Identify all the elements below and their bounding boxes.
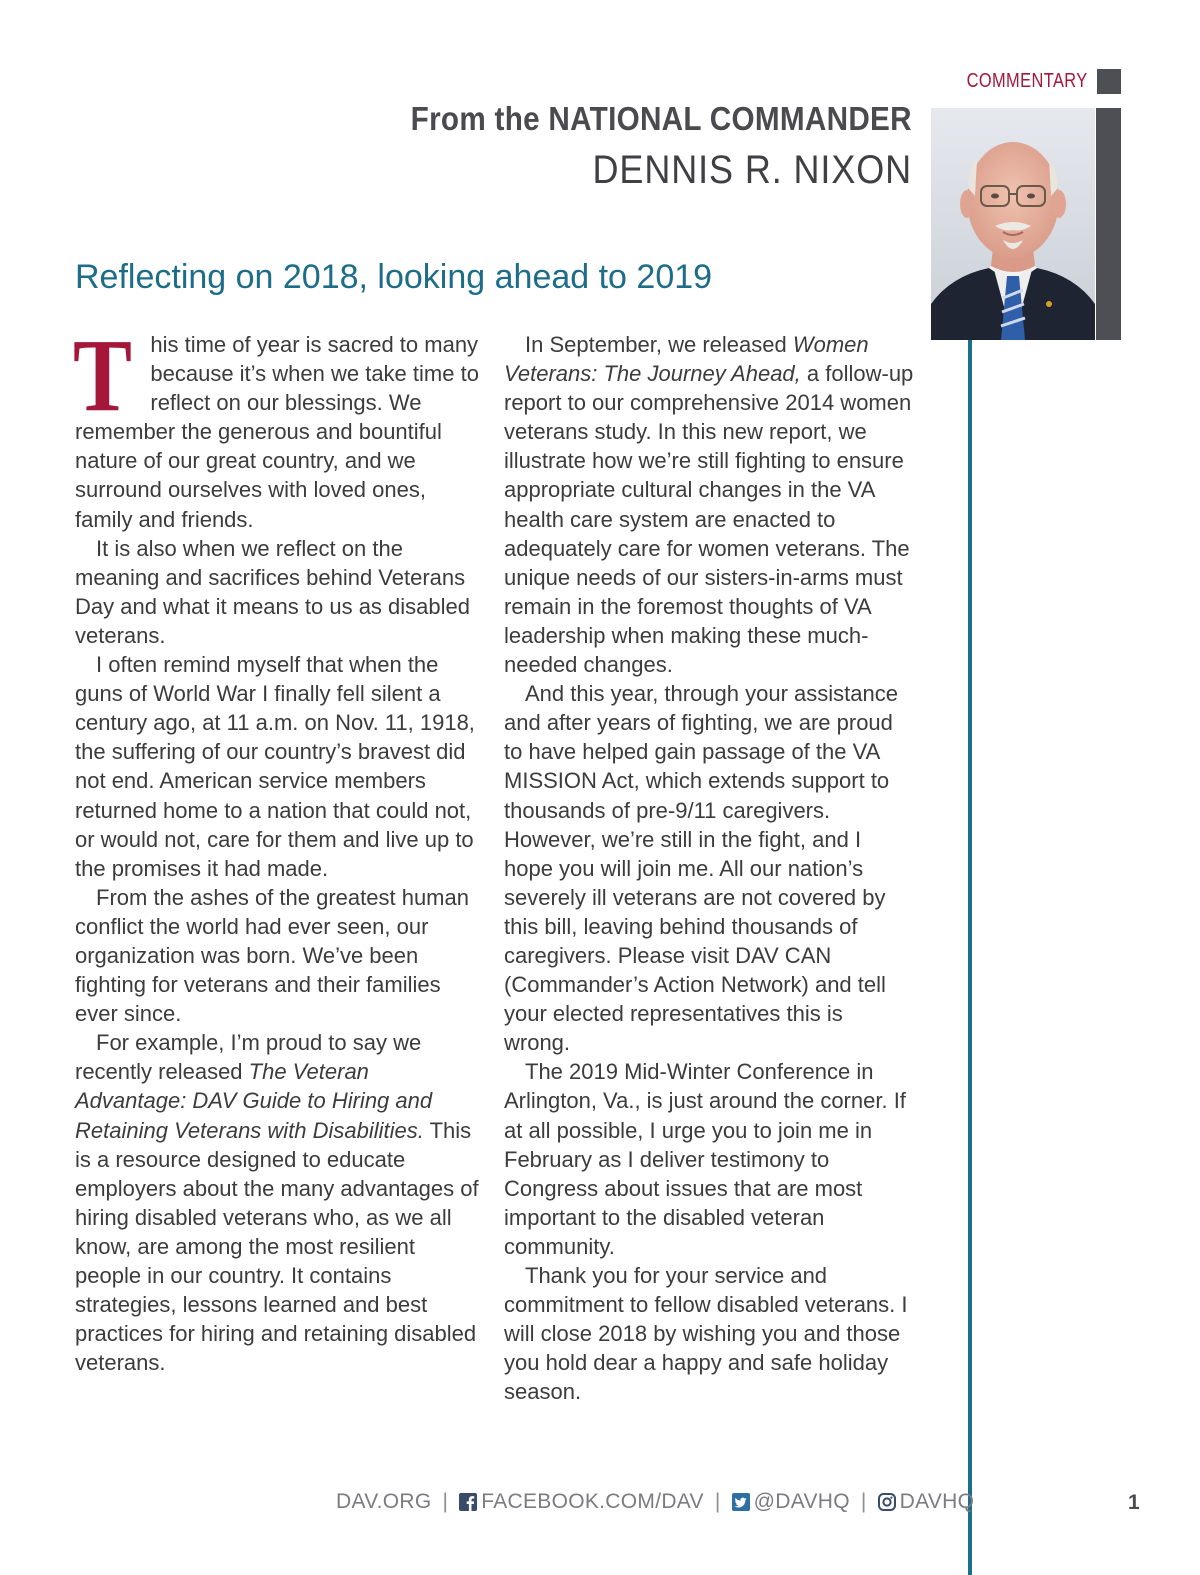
facebook-link[interactable]: FACEBOOK.COM/DAV	[481, 1490, 704, 1513]
paragraph: The 2019 Mid-Winter Conference in Arlington, Va., is just around the corner. If at all possible, I urge you to join me in February as I deliver testimony to Congress about issues that are most important to the disabled veteran community.	[504, 1059, 906, 1259]
publication-title: Women Veterans: The Journey Ahead,	[504, 332, 869, 387]
section-tag: COMMENTARY	[966, 70, 1088, 92]
paragraph: I often remind myself that when the guns of World War I finally fell silent a century ago, at 11 a.m. on Nov. 11, 1918, the suffering of our country’s bravest did not end. American service members returned home to a nation that could not, or would not, care for them and live up to the promises it had made.	[75, 652, 475, 881]
section-tag-block	[1097, 69, 1121, 94]
portrait-image	[931, 108, 1095, 340]
footer-links	[336, 1490, 974, 1514]
paragraph	[75, 1028, 485, 1377]
portrait-side-bar	[1096, 108, 1121, 340]
paragraph-text: In September, we released	[525, 332, 793, 357]
footer-separator: |	[860, 1490, 867, 1513]
left-column	[73, 318, 485, 1377]
publication-title: The Veteran Advantage: DAV Guide to Hiring and Retaining Veterans with Disabilities.	[75, 1059, 433, 1143]
footer-separator: |	[442, 1490, 449, 1513]
paragraph: And this year, through your assistance and after years of fighting, we are proud to have helped gain passage of the VA MISSION Act, which extends support to thousands of pre-9/11 caregivers. However, we’re still in the fight, and I hope you will join me. All our nation’s severely ill veterans are not covered by this bill, leaving behind thousands of caregivers. Please visit DAV CAN (Commander’s Action Network) and tell your elected representatives this is wrong.	[504, 681, 898, 1056]
page-number: 1	[1128, 1491, 1140, 1514]
article-headline: Reflecting on 2018, looking ahead to 2019	[75, 258, 713, 296]
header-title: From the NATIONAL COMMANDER	[410, 100, 912, 137]
paragraph	[504, 330, 914, 679]
instagram-icon	[878, 1493, 896, 1511]
paragraph	[73, 318, 485, 534]
paragraph: From the ashes of the greatest human conflict the world had ever seen, our organization was born. We’ve been fighting for veterans and their families ever since.	[75, 884, 469, 1027]
drop-cap: T	[73, 318, 132, 433]
instagram-link[interactable]: DAVHQ	[899, 1490, 975, 1513]
right-column	[504, 330, 914, 1406]
site-link[interactable]: DAV.ORG	[336, 1490, 432, 1513]
paragraph-text: a follow-up report to our comprehensive 2014 women veterans study. In this new report, we illustrate how we’re still fighting to ensure appropriate cultural changes in the VA health care system are enacted to adequately care for women veterans. The unique needs of our sisters-in-arms must remain in the foremost thoughts of VA leadership when making these much-needed changes.	[504, 361, 914, 678]
facebook-icon	[459, 1493, 477, 1511]
commander-portrait	[931, 108, 1095, 340]
twitter-link[interactable]: @DAVHQ	[753, 1490, 850, 1513]
paragraph-text: This is a resource designed to educate employers about the many advantages of hiring disabled veterans who, as we all know, are among the most resilient people in our country. It contains strategies, lessons learned and best practices for hiring and retaining disabled veterans.	[75, 1117, 479, 1376]
paragraph-text: For example, I’m proud to say we recently released	[75, 1030, 422, 1085]
footer-separator: |	[714, 1490, 721, 1513]
paragraph-text: his time of year is sacred to many because it’s when we take time to reflect on our blessings. We remember the generous and bountiful nature of our great country, and we surround ourselves with loved ones, family and friends.	[75, 332, 479, 532]
paragraph: Thank you for your service and commitment to fellow disabled veterans. I will close 2018 by wishing you and those you hold dear a happy and safe holiday season.	[504, 1263, 908, 1405]
paragraph: It is also when we reflect on the meaning and sacrifices behind Veterans Day and what it means to us as disabled veterans.	[75, 535, 471, 648]
author-name: DENNIS R. NIXON	[592, 148, 912, 192]
twitter-icon	[732, 1493, 750, 1511]
vertical-rule	[968, 340, 972, 1575]
